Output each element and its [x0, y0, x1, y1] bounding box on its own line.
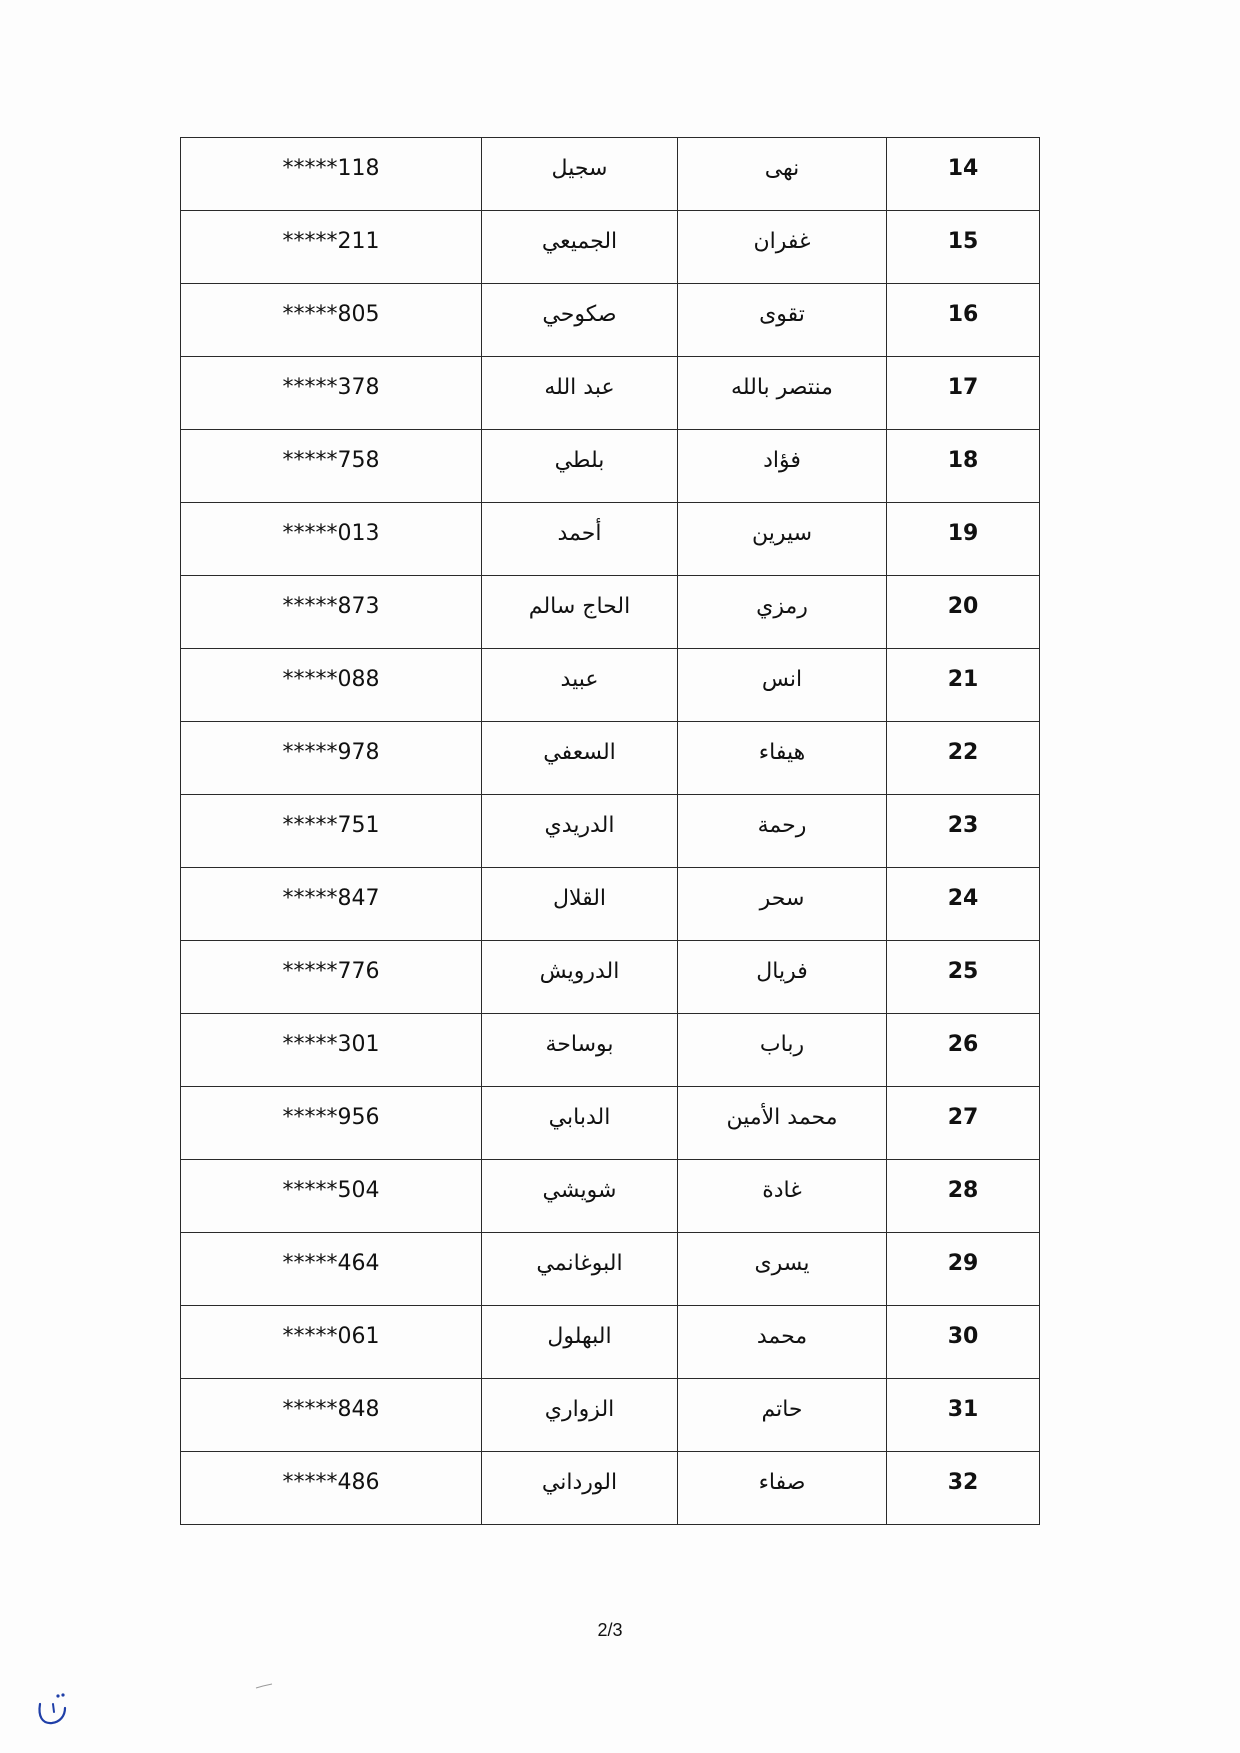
last-name-cell — [482, 1014, 678, 1087]
table-row — [181, 357, 1040, 430]
row-number-cell-text: 23 — [947, 813, 979, 838]
last-name-cell — [482, 284, 678, 357]
id-cell — [181, 1160, 482, 1233]
id-cell — [181, 1306, 482, 1379]
last-name-cell — [482, 649, 678, 722]
id-cell-text: *****013 — [282, 521, 380, 546]
table-row — [181, 1160, 1040, 1233]
table-row — [181, 795, 1040, 868]
id-cell-text: *****088 — [282, 667, 380, 692]
handwritten-initials-icon — [34, 1690, 74, 1730]
table-row — [181, 211, 1040, 284]
first-name-cell-text: فريال — [756, 959, 808, 984]
last-name-cell — [482, 430, 678, 503]
first-name-cell-text: انس — [761, 667, 803, 692]
id-cell — [181, 868, 482, 941]
last-name-cell — [482, 576, 678, 649]
first-name-cell — [678, 211, 887, 284]
table-row — [181, 722, 1040, 795]
last-name-cell-text: الجميعي — [541, 229, 618, 254]
first-name-cell-text: صفاء — [758, 1470, 806, 1495]
id-cell-text: *****061 — [282, 1324, 380, 1349]
first-name-cell — [678, 1160, 887, 1233]
last-name-cell-text: الحاج سالم — [528, 594, 631, 619]
roster-table — [180, 137, 1040, 1525]
first-name-cell-text: غفران — [753, 229, 811, 254]
last-name-cell — [482, 795, 678, 868]
first-name-cell — [678, 1306, 887, 1379]
last-name-cell — [482, 1306, 678, 1379]
row-number-cell-text: 24 — [947, 886, 979, 911]
first-name-cell-text: محمد — [756, 1324, 808, 1349]
id-cell-text: *****873 — [282, 594, 380, 619]
last-name-cell-text: صكوحي — [542, 302, 617, 327]
row-number-cell-text: 17 — [947, 375, 979, 400]
first-name-cell-text: رباب — [759, 1032, 805, 1057]
last-name-cell-text: الدريدي — [544, 813, 615, 838]
table-row — [181, 284, 1040, 357]
row-number-cell — [887, 430, 1040, 503]
table-row — [181, 1087, 1040, 1160]
table-row — [181, 1452, 1040, 1525]
row-number-cell — [887, 1233, 1040, 1306]
table-row — [181, 1014, 1040, 1087]
row-number-cell — [887, 941, 1040, 1014]
row-number-cell — [887, 284, 1040, 357]
last-name-cell — [482, 1379, 678, 1452]
id-cell-text: *****118 — [282, 156, 380, 181]
id-cell-text: *****378 — [282, 375, 380, 400]
row-number-cell — [887, 576, 1040, 649]
first-name-cell-text: منتصر بالله — [731, 375, 833, 400]
row-number-cell-text: 19 — [947, 521, 979, 546]
first-name-cell — [678, 795, 887, 868]
roster-table-body — [181, 138, 1040, 1525]
last-name-cell-text: بلطي — [554, 448, 605, 473]
id-cell — [181, 1233, 482, 1306]
row-number-cell-text: 27 — [947, 1105, 979, 1130]
row-number-cell-text: 16 — [947, 302, 979, 327]
row-number-cell — [887, 795, 1040, 868]
first-name-cell — [678, 649, 887, 722]
last-name-cell-text: البوغانمي — [536, 1251, 623, 1276]
id-cell — [181, 138, 482, 211]
id-cell — [181, 211, 482, 284]
scan-speck-icon — [255, 1683, 273, 1689]
table-row — [181, 138, 1040, 211]
id-cell — [181, 941, 482, 1014]
last-name-cell — [482, 1233, 678, 1306]
id-cell-text: *****776 — [282, 959, 380, 984]
first-name-cell — [678, 1233, 887, 1306]
first-name-cell-text: سحر — [759, 886, 805, 911]
row-number-cell — [887, 138, 1040, 211]
last-name-cell — [482, 211, 678, 284]
last-name-cell-text: السعفي — [543, 740, 616, 765]
row-number-cell — [887, 1087, 1040, 1160]
first-name-cell-text: نهى — [764, 156, 800, 181]
first-name-cell — [678, 1452, 887, 1525]
last-name-cell-text: بوساحة — [545, 1032, 614, 1057]
table-row — [181, 941, 1040, 1014]
table-row — [181, 1306, 1040, 1379]
first-name-cell-text: حاتم — [761, 1397, 803, 1422]
first-name-cell — [678, 1014, 887, 1087]
last-name-cell-text: الورداني — [541, 1470, 618, 1495]
row-number-cell — [887, 868, 1040, 941]
table-row — [181, 503, 1040, 576]
id-cell — [181, 1379, 482, 1452]
id-cell — [181, 795, 482, 868]
row-number-cell-text: 31 — [947, 1397, 979, 1422]
last-name-cell-text: الزواري — [544, 1397, 615, 1422]
first-name-cell-text: يسرى — [754, 1251, 810, 1276]
row-number-cell — [887, 1014, 1040, 1087]
last-name-cell — [482, 1160, 678, 1233]
id-cell-text: *****486 — [282, 1470, 380, 1495]
table-row — [181, 576, 1040, 649]
first-name-cell-text: هيفاء — [758, 740, 806, 765]
last-name-cell — [482, 1452, 678, 1525]
last-name-cell-text: الدرويش — [539, 959, 620, 984]
row-number-cell — [887, 503, 1040, 576]
id-cell-text: *****211 — [282, 229, 380, 254]
last-name-cell — [482, 868, 678, 941]
row-number-cell-text: 18 — [947, 448, 979, 473]
id-cell — [181, 1014, 482, 1087]
id-cell-text: *****978 — [282, 740, 380, 765]
id-cell — [181, 722, 482, 795]
id-cell-text: *****758 — [282, 448, 380, 473]
first-name-cell-text: غادة — [762, 1178, 802, 1203]
row-number-cell-text: 15 — [947, 229, 979, 254]
id-cell-text: *****848 — [282, 1397, 380, 1422]
id-cell-text: *****956 — [282, 1105, 380, 1130]
row-number-cell — [887, 211, 1040, 284]
last-name-cell — [482, 1087, 678, 1160]
first-name-cell — [678, 941, 887, 1014]
row-number-cell-text: 32 — [947, 1470, 979, 1495]
first-name-cell-text: سيرين — [751, 521, 813, 546]
last-name-cell-text: عبيد — [560, 667, 599, 692]
last-name-cell — [482, 941, 678, 1014]
first-name-cell — [678, 722, 887, 795]
last-name-cell-text: القلال — [552, 886, 607, 911]
first-name-cell — [678, 868, 887, 941]
row-number-cell — [887, 1379, 1040, 1452]
first-name-cell — [678, 284, 887, 357]
id-cell-text: *****847 — [282, 886, 380, 911]
first-name-cell-text: فؤاد — [763, 448, 801, 473]
last-name-cell — [482, 357, 678, 430]
id-cell — [181, 284, 482, 357]
id-cell — [181, 576, 482, 649]
table-row — [181, 1233, 1040, 1306]
row-number-cell — [887, 1160, 1040, 1233]
row-number-cell-text: 26 — [947, 1032, 979, 1057]
last-name-cell-text: عبد الله — [544, 375, 615, 400]
row-number-cell-text: 25 — [947, 959, 979, 984]
table-row — [181, 1379, 1040, 1452]
first-name-cell — [678, 1087, 887, 1160]
first-name-cell-text: رمزي — [756, 594, 808, 619]
row-number-cell — [887, 1306, 1040, 1379]
last-name-cell-text: شويشي — [542, 1178, 617, 1203]
id-cell — [181, 503, 482, 576]
row-number-cell-text: 20 — [947, 594, 979, 619]
first-name-cell — [678, 357, 887, 430]
first-name-cell — [678, 1379, 887, 1452]
last-name-cell — [482, 722, 678, 795]
id-cell — [181, 357, 482, 430]
row-number-cell — [887, 357, 1040, 430]
first-name-cell — [678, 138, 887, 211]
row-number-cell-text: 28 — [947, 1178, 979, 1203]
table-row — [181, 430, 1040, 503]
first-name-cell-text: رحمة — [757, 813, 807, 838]
first-name-cell — [678, 503, 887, 576]
row-number-cell-text: 29 — [947, 1251, 979, 1276]
id-cell-text: *****751 — [282, 813, 380, 838]
row-number-cell — [887, 1452, 1040, 1525]
first-name-cell-text: تقوى — [759, 302, 805, 327]
last-name-cell — [482, 138, 678, 211]
id-cell — [181, 1452, 482, 1525]
last-name-cell-text: الدبابي — [548, 1105, 611, 1130]
last-name-cell-text: سجيل — [551, 156, 608, 181]
id-cell — [181, 649, 482, 722]
page-number: 2/3 — [597, 1620, 623, 1640]
id-cell-text: *****464 — [282, 1251, 380, 1276]
first-name-cell — [678, 430, 887, 503]
id-cell — [181, 1087, 482, 1160]
row-number-cell-text: 30 — [947, 1324, 979, 1349]
first-name-cell — [678, 576, 887, 649]
first-name-cell-text: محمد الأمين — [726, 1105, 838, 1130]
id-cell-text: *****805 — [282, 302, 380, 327]
id-cell — [181, 430, 482, 503]
id-cell-text: *****301 — [282, 1032, 380, 1057]
id-cell-text: *****504 — [282, 1178, 380, 1203]
row-number-cell-text: 22 — [947, 740, 979, 765]
table-row — [181, 649, 1040, 722]
row-number-cell-text: 21 — [947, 667, 979, 692]
last-name-cell-text: البهلول — [547, 1324, 612, 1349]
row-number-cell — [887, 722, 1040, 795]
last-name-cell — [482, 503, 678, 576]
last-name-cell-text: أحمد — [557, 521, 602, 546]
table-row — [181, 868, 1040, 941]
row-number-cell-text: 14 — [947, 156, 979, 181]
row-number-cell — [887, 649, 1040, 722]
